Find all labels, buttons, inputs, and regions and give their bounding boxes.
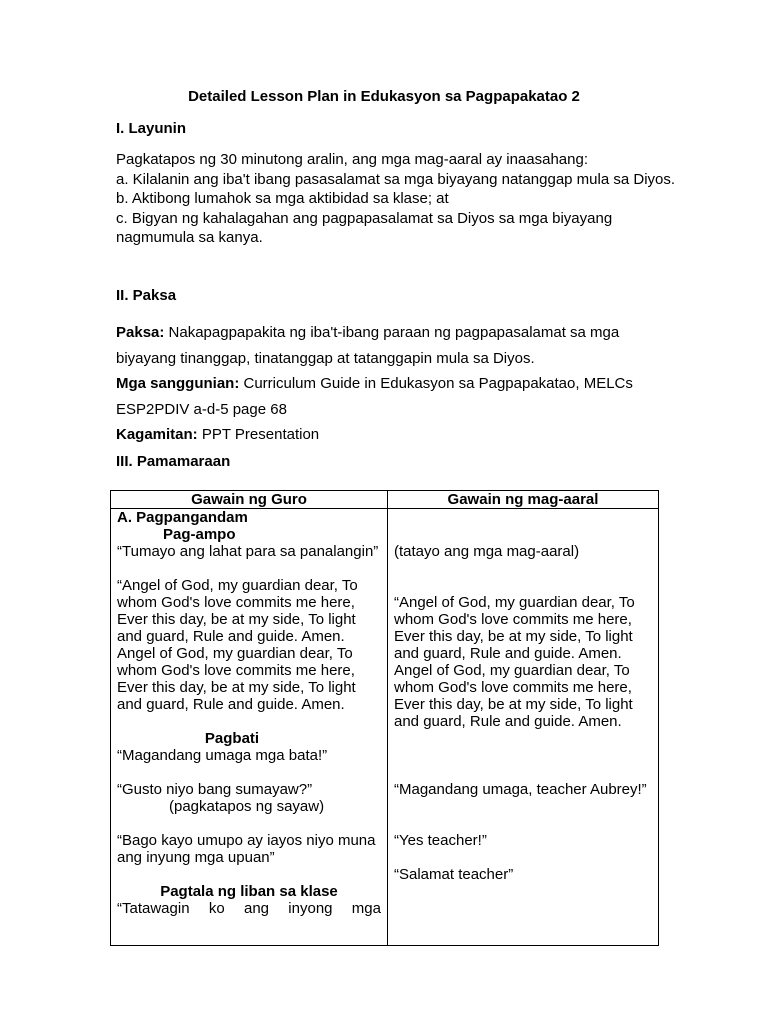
sanggunian-text: Curriculum Guide in Edukasyon sa Pagpapakatao, MELCs ESP2PDIV a-d-5 page 68 [116, 375, 633, 418]
paksa-label: Paksa: [116, 324, 165, 341]
header-student: Gawain ng mag-aaral [388, 491, 659, 509]
student-yes: “Yes teacher!” [394, 832, 487, 849]
document-title: Detailed Lesson Plan in Edukasyon sa Pagpapakatao 2 [188, 88, 580, 105]
teacher-greeting: “Magandang umaga mga bata!” [117, 747, 328, 764]
table-header-row [111, 491, 659, 509]
objective-c: c. Bigyan ng kahalagahan ang pagpapasalamat sa Diyos sa mga biyayang nagmumula sa kanya. [116, 209, 613, 247]
table-row [111, 509, 659, 946]
dance-question: “Gusto niyo bang sumayaw?” [117, 781, 313, 798]
kagamitan-text: PPT Presentation [197, 426, 320, 443]
section-heading-layunin: I. Layunin [116, 120, 187, 137]
student-stand: (tatayo ang mga mag-aaral) [394, 543, 580, 560]
pagbati-heading: Pagbati [204, 730, 260, 747]
kagamitan-label: Kagamitan: [116, 426, 198, 443]
topic-block [116, 320, 676, 448]
section-heading-paksa: II. Paksa [116, 287, 177, 304]
attendance-heading: Pagtala ng liban sa klase [160, 883, 338, 900]
pag-ampo-heading: Pag-ampo [163, 526, 236, 543]
kagamitan-line [116, 422, 676, 448]
teacher-column [111, 509, 388, 946]
paksa-text: Nakapagpapakita ng iba't-ibang paraan ng pagpapasalamat sa mga biyayang tinanggap, tinatanggap at tatanggapin mula sa Diyos. [116, 324, 620, 367]
call-names-text: “Tatawagin ko ang inyong mga [117, 900, 381, 917]
objective-a: a. Kilalanin ang iba't ibang pasasalamat sa mga biyayang natanggap mula sa Diyos. [116, 170, 676, 188]
student-greeting: “Magandang umaga, teacher Aubrey!” [394, 781, 647, 798]
paksa-line [116, 320, 676, 371]
student-column [388, 509, 659, 946]
procedure-table [110, 490, 659, 946]
sanggunian-label: Mga sanggunian: [116, 375, 240, 392]
student-thanks: “Salamat teacher” [394, 866, 514, 883]
part-a-heading: A. Pagpangandam [117, 509, 248, 526]
header-teacher: Gawain ng Guro [111, 491, 388, 509]
sanggunian-line [116, 371, 676, 422]
objective-b: b. Aktibong lumahok sa mga aktibidad sa klase; at [116, 190, 449, 208]
prayer-call: “Tumayo ang lahat para sa panalangin” [117, 543, 379, 560]
section-heading-pamamaraan: III. Pamamaraan [116, 453, 231, 470]
sit-down-instruction: “Bago kayo umupo ay iayos niyo muna ang inyung mga upuan” [117, 832, 376, 866]
teacher-prayer: “Angel of God, my guardian dear, To whom God's love commits me here, Ever this day, be at my side, To light and guard, Rule and guide. Amen. Angel of God, my guardian dear, To whom God's love commits me here, Ever this day, be at my side, To light and guard, Rule and guide. Amen. [117, 577, 358, 713]
student-prayer: “Angel of God, my guardian dear, To whom God's love commits me here, Ever this day, be at my side, To light and guard, Rule and guide. Amen. Angel of God, my guardian dear, To whom God's love commits me here, Ever this day, be at my side, To light and guard, Rule and guide. Amen. [394, 594, 635, 730]
objectives-block [116, 150, 676, 248]
objectives-intro: Pagkatapos ng 30 minutong aralin, ang mga mag-aaral ay inaasahang: [116, 151, 588, 168]
after-dance-note: (pagkatapos ng sayaw) [169, 798, 325, 815]
